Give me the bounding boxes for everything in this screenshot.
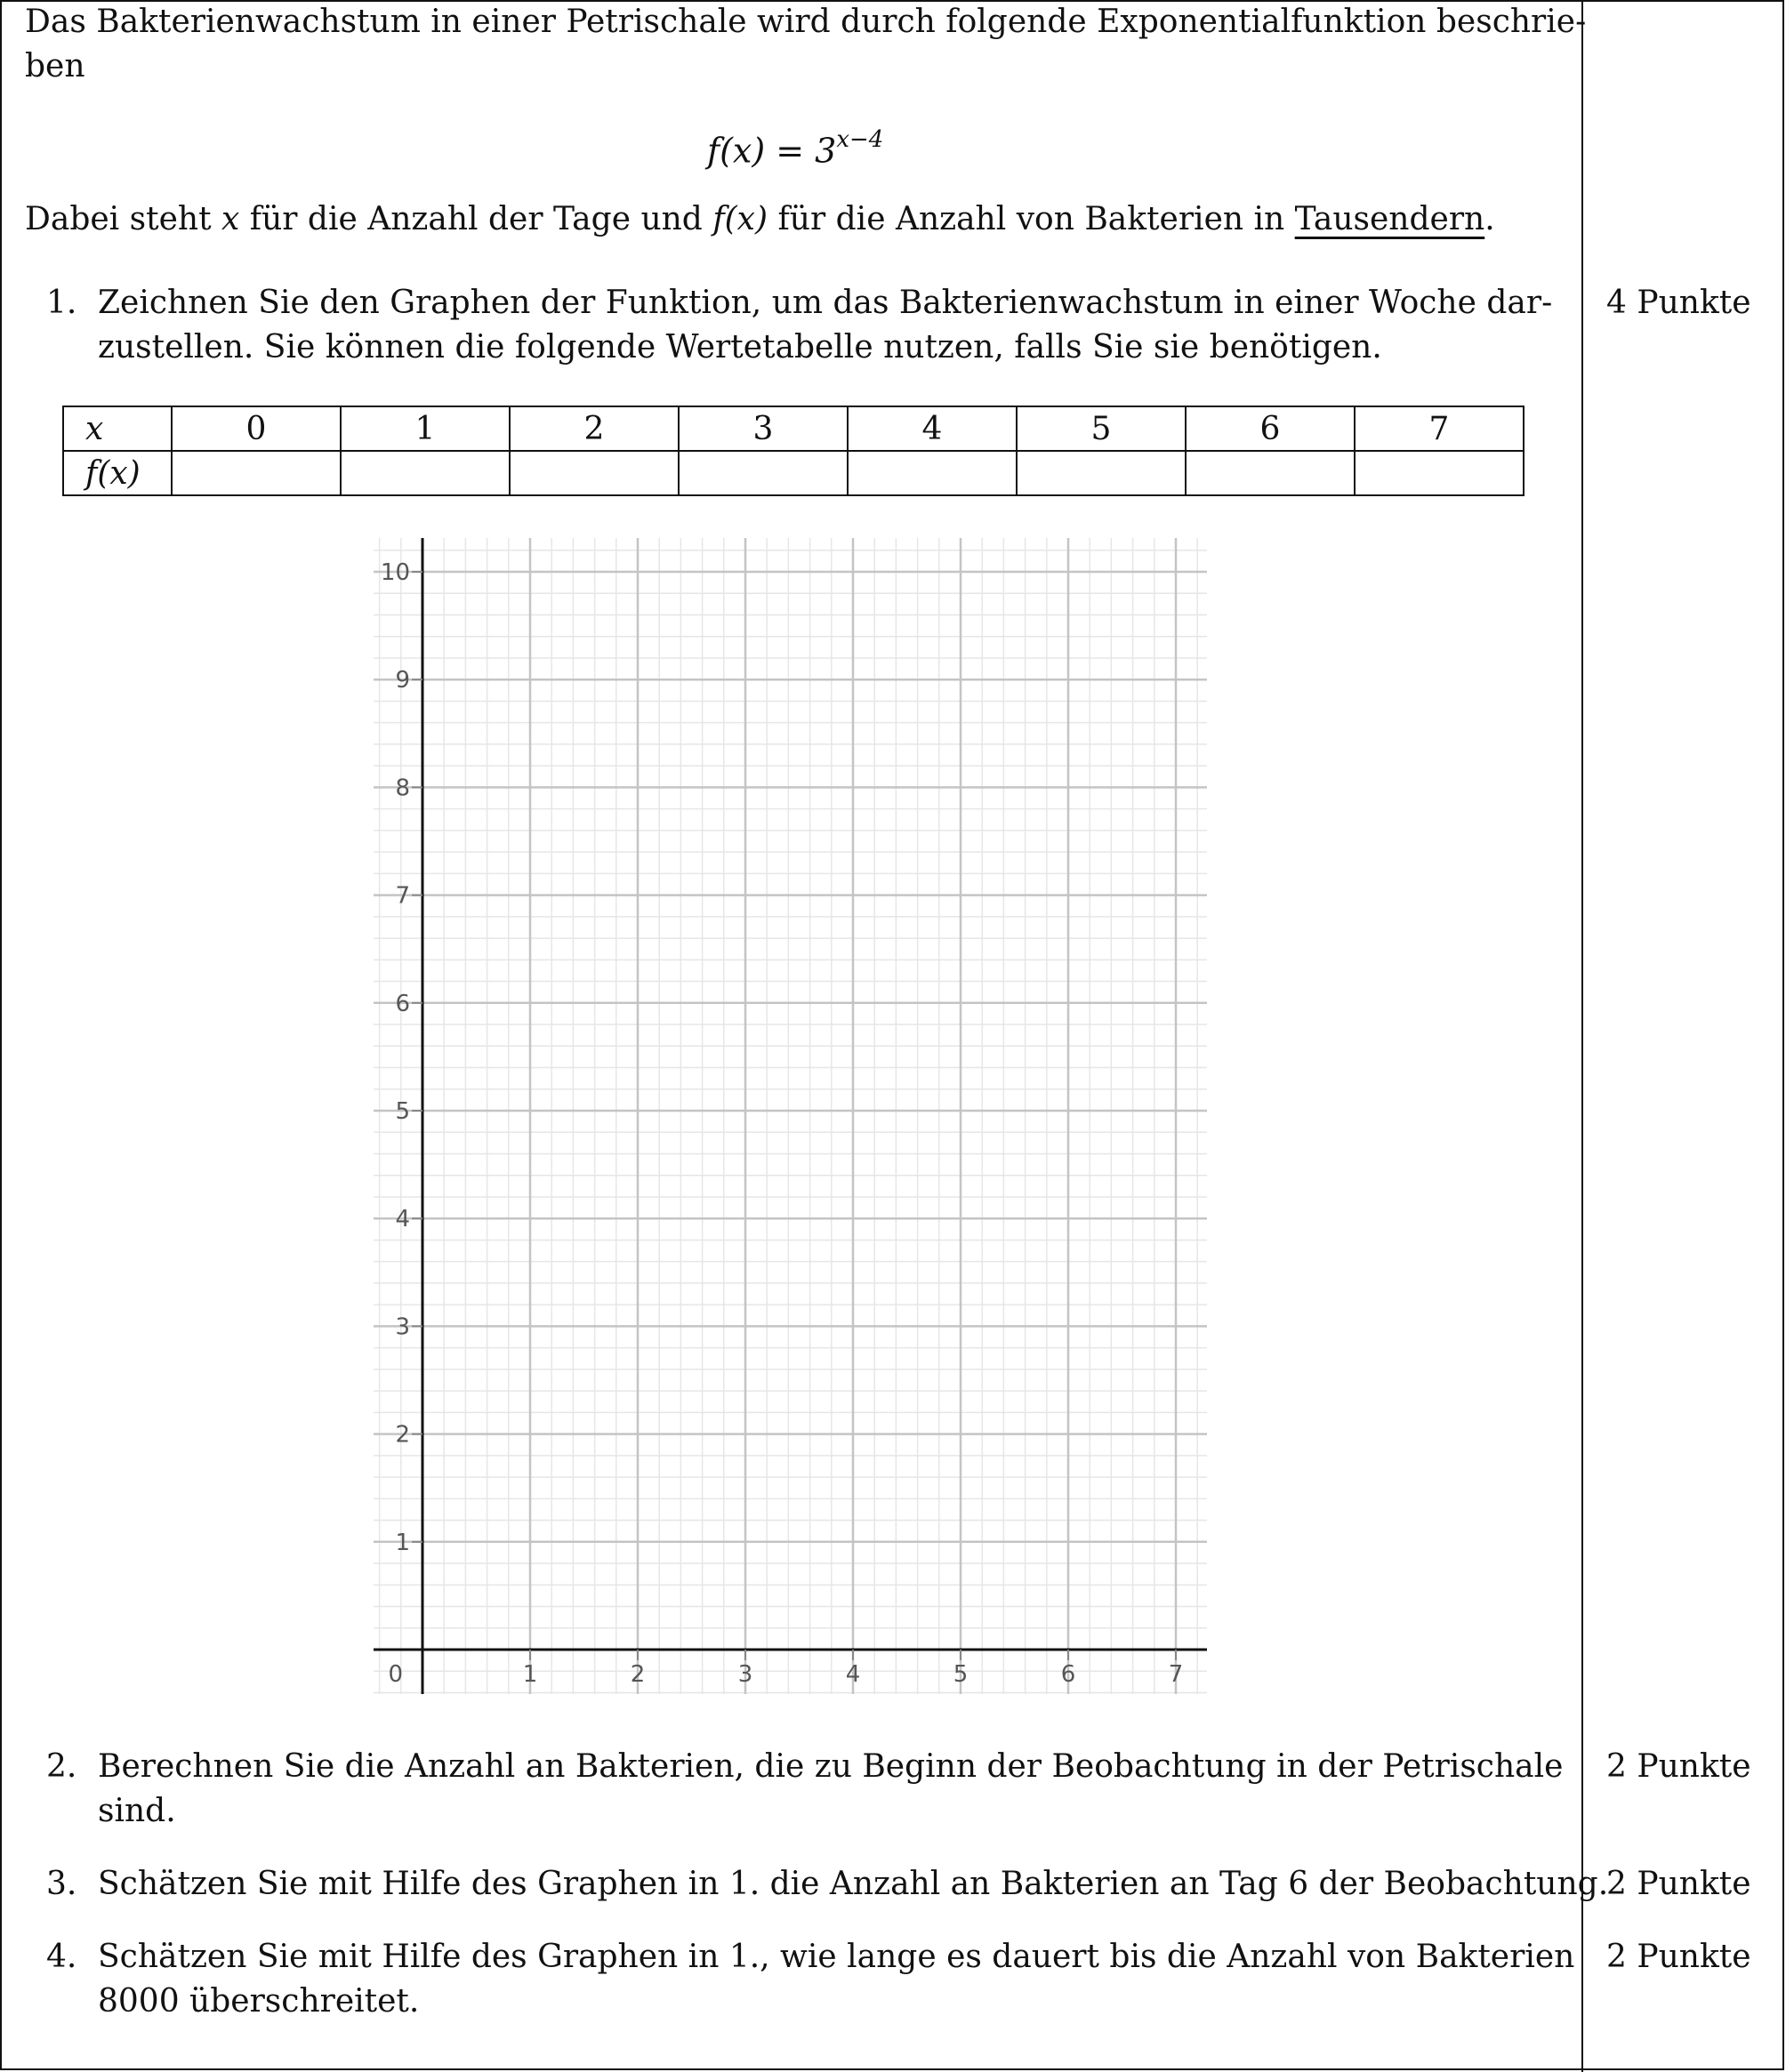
x-cell: 1 bbox=[341, 406, 510, 451]
x-cell: 6 bbox=[1186, 406, 1355, 451]
origin-label: 0 bbox=[388, 1661, 403, 1688]
y-tick-label: 2 bbox=[395, 1421, 410, 1449]
formula-exponent: x−4 bbox=[836, 126, 884, 153]
x-cell: 5 bbox=[1017, 406, 1186, 451]
task-line-2: 8000 überschreitet. bbox=[98, 1983, 420, 2020]
task-1-points: 4 Punkte bbox=[1606, 285, 1751, 321]
desc-part-2: für die Anzahl der Tage und bbox=[239, 201, 713, 237]
tick-labels bbox=[381, 559, 1183, 1688]
x-cell: 3 bbox=[679, 406, 848, 451]
intro-line-2: ben bbox=[25, 48, 85, 84]
fx-cell[interactable] bbox=[172, 451, 341, 495]
task-number: 3. bbox=[46, 1866, 77, 1902]
task-line-1: Zeichnen Sie den Graphen der Funktion, um das Bakterienwachstum in einer Woche dar- bbox=[98, 285, 1553, 321]
y-tick-label: 10 bbox=[380, 559, 410, 586]
fx-cell[interactable] bbox=[1355, 451, 1524, 495]
task-3-points: 2 Punkte bbox=[1606, 1866, 1751, 1902]
task-number: 2. bbox=[46, 1748, 77, 1785]
intro-line-1: Das Bakterienwachstum in einer Petrischale wird durch folgende Exponentialfunktion beschrie- bbox=[25, 4, 1587, 40]
desc-part-3: für die Anzahl von Bakterien in bbox=[768, 201, 1295, 237]
value-table bbox=[62, 406, 1525, 496]
y-tick-label: 9 bbox=[395, 667, 410, 695]
desc-var-fx: f(x) bbox=[712, 201, 768, 237]
fx-cell[interactable] bbox=[1186, 451, 1355, 495]
fx-cell[interactable] bbox=[1017, 451, 1186, 495]
fx-cell[interactable] bbox=[341, 451, 510, 495]
task-line-1: Schätzen Sie mit Hilfe des Graphen in 1. die Anzahl an Bakterien an Tag 6 der Beobachtung. bbox=[98, 1866, 1609, 1902]
x-tick-label: 4 bbox=[845, 1661, 861, 1688]
y-tick-label: 7 bbox=[395, 882, 410, 910]
task-line-2: sind. bbox=[98, 1793, 176, 1829]
x-tick-label: 3 bbox=[737, 1661, 753, 1688]
y-tick-label: 4 bbox=[395, 1206, 410, 1233]
desc-end: . bbox=[1484, 201, 1495, 237]
fx-cell[interactable] bbox=[510, 451, 679, 495]
x-tick-label: 5 bbox=[953, 1661, 969, 1688]
desc-var-x: x bbox=[221, 201, 240, 237]
fx-cell[interactable] bbox=[848, 451, 1017, 495]
desc-unit: Tausendern bbox=[1294, 201, 1485, 237]
x-cell: 2 bbox=[510, 406, 679, 451]
task-line-1: Berechnen Sie die Anzahl an Bakterien, die zu Beginn der Beobachtung in der Petrischale bbox=[98, 1748, 1564, 1785]
minor-gridlines bbox=[374, 538, 1207, 1707]
x-tick-label: 6 bbox=[1060, 1661, 1076, 1688]
x-cell: 0 bbox=[172, 406, 341, 451]
x-tick-label: 7 bbox=[1168, 1661, 1184, 1688]
function-formula bbox=[707, 126, 884, 171]
graph-grid[interactable] bbox=[356, 534, 1227, 1707]
y-tick-label: 6 bbox=[395, 990, 410, 1017]
y-tick-label: 8 bbox=[395, 775, 410, 802]
intro-text bbox=[25, 0, 1586, 89]
x-cell: 4 bbox=[848, 406, 1017, 451]
task-4-points: 2 Punkte bbox=[1606, 1939, 1751, 1975]
row-x-label: x bbox=[63, 406, 172, 451]
x-tick-label: 1 bbox=[522, 1661, 538, 1688]
task-number: 1. bbox=[46, 285, 77, 321]
formula-lhs: f(x) = 3 bbox=[707, 131, 837, 171]
row-fx-label: f(x) bbox=[63, 451, 172, 495]
task-2-points: 2 Punkte bbox=[1606, 1748, 1751, 1785]
value-table-row-x bbox=[63, 406, 1524, 451]
task-line-2: zustellen. Sie können die folgende Wertetabelle nutzen, falls Sie sie benötigen. bbox=[98, 329, 1382, 365]
y-tick-label: 3 bbox=[395, 1313, 410, 1341]
y-tick-label: 1 bbox=[395, 1529, 410, 1556]
variable-description bbox=[25, 197, 1495, 242]
fx-cell[interactable] bbox=[679, 451, 848, 495]
task-line-1: Schätzen Sie mit Hilfe des Graphen in 1., wie lange es dauert bis die Anzahl von Bakterien bbox=[98, 1939, 1575, 1975]
task-number: 4. bbox=[46, 1939, 77, 1975]
x-tick-label: 2 bbox=[630, 1661, 646, 1688]
x-cell: 7 bbox=[1355, 406, 1524, 451]
desc-part-1: Dabei steht bbox=[25, 201, 221, 237]
value-table-row-fx bbox=[63, 451, 1524, 495]
y-tick-label: 5 bbox=[395, 1098, 410, 1125]
